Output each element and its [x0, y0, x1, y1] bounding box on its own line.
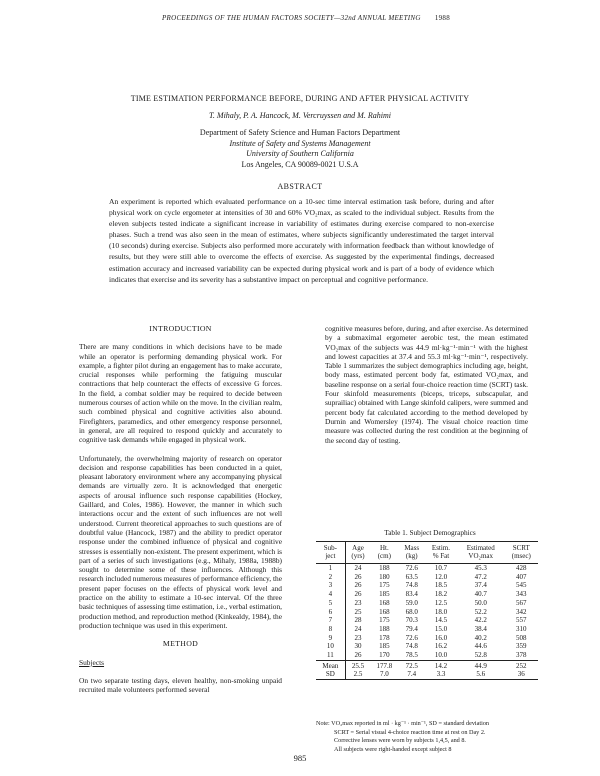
- table-cell: 170: [379, 651, 390, 660]
- table-cell: 72.6: [405, 633, 418, 642]
- table-cell: 252: [505, 660, 538, 670]
- table-row: [316, 608, 538, 617]
- table-cell: 26: [354, 581, 362, 590]
- table-cell: 180: [379, 572, 390, 581]
- table-cell: 25.5: [345, 660, 370, 670]
- table-note: Note: VO₂max reported in ml · kg⁻¹ · min⁻¹, SD = standard deviation: [316, 720, 490, 727]
- table-caption: Table 1. Subject Demographics: [384, 528, 476, 537]
- table-cell: 508: [516, 633, 527, 642]
- table-row: [316, 660, 538, 670]
- table-cell: 45.3: [474, 564, 487, 572]
- column-header: Estimated VO₂max: [457, 542, 505, 564]
- table-row: [316, 651, 538, 660]
- table-row: [316, 599, 538, 608]
- table-cell: 24: [354, 624, 362, 633]
- introduction-heading: INTRODUCTION: [149, 324, 212, 333]
- table-cell: 44.6: [474, 642, 487, 651]
- table-cell: 168: [379, 607, 390, 616]
- table-cell: 63.5: [405, 572, 418, 581]
- table-cell: SD: [316, 670, 345, 679]
- table-cell: 15.0: [434, 624, 448, 633]
- table-cell: 12.5: [434, 598, 448, 607]
- table-row: [316, 573, 538, 582]
- table-cell: 42.2: [474, 616, 487, 625]
- table-cell: 78.5: [405, 651, 418, 660]
- table-cell: 52.2: [474, 607, 487, 616]
- table-cell: 7.0: [370, 670, 398, 679]
- table-cell: 16.0: [434, 633, 448, 642]
- table-cell: 37.4: [474, 581, 487, 590]
- table-cell: 1: [316, 564, 345, 573]
- table-cell: 26: [354, 651, 362, 660]
- table-notes: [316, 720, 546, 754]
- abstract-text: An experiment is reported which evaluated performance on a 10-sec time interval estimation task before, during and after physical work on cycle ergometer at intensities of 30 and 60% VO₂max, as scaled to the individual subject. Results from the eleven subjects tested indicate a significant increase in variability of estimates during exercise compared to non-exercise phases. Such a trend was also seen in the mean of estimates, where subjects significantly underestimated the target interval (10 seconds) during exercise. Subjects also performed more accurately with information feedback than without knowledge of results, but they were still able to overcome the effects of exercise. As suggested by the experimental findings, decreased estimation accuracy and increased variability can be expected during physical work and is part of a body of evidence which indicates that exercise and its severity has a substantive impact on perceptual and cognitive performance.: [109, 197, 494, 284]
- affiliation: [60, 128, 540, 170]
- table-cell: 175: [379, 581, 390, 590]
- table-cell: Mean: [316, 660, 345, 670]
- method-heading: METHOD: [162, 639, 199, 649]
- page-number: 985: [293, 753, 307, 763]
- table-cell: 557: [516, 616, 527, 625]
- table-cell: 188: [379, 624, 390, 633]
- table-cell: 50.0: [474, 598, 487, 607]
- table-cell: 168: [379, 598, 390, 607]
- table-cell: 59.0: [405, 598, 418, 607]
- authors: T. Mihaly, P. A. Hancock, M. Vercruyssen and M. Rahimi: [209, 111, 391, 120]
- table-cell: 25: [354, 607, 362, 616]
- table-cell: 10.0: [434, 651, 448, 660]
- column-header: Sub- ject: [316, 542, 345, 564]
- table-row: [316, 670, 538, 679]
- table-cell: 2: [316, 573, 345, 582]
- table-cell: 428: [516, 564, 527, 572]
- table-cell: 10: [316, 642, 345, 651]
- intro-paragraph: Unfortunately, the overwhelming majority of research on operator decision and response capabilities has been conducted in a quiet, pleasant laboratory environment where any accompanying physical demands are virtually zero. It is acknowledged that energetic aspects of arousal influence such response capabilities (Hockey, Gaillard, and Coles, 1986). However, the manner in which such interactions occur and the extent of such influences are not well understood. Current theoretical approaches to such questions are of doubtful value (Hancock, 1987) and the ability to predict operator response under the combined influence of physical and cognitive stresses is essentially non-existent. The present experiment, which is part of a series of such investigations (e.g., Mihaly, 1988a, 1988b) sought to determine some of these influences. Although this research included numerous measures of performance efficiency, the present paper focuses on the effects of physical work level and practice on the ability to estimate a 10-sec interval. Of the three basic techniques of assessing time estimation, i.e., verbal estimation, production method, and reproduction method (Kinkealdy, 1984), the production technique was used in this experiment.: [79, 453, 282, 630]
- table-cell: 3.3: [425, 670, 457, 679]
- table-cell: 74.8: [405, 581, 418, 590]
- table-cell: 83.4: [405, 590, 418, 599]
- table-row: [316, 581, 538, 590]
- table-cell: 14.2: [425, 660, 457, 670]
- affiliation-line: Los Angeles, CA 90089-0021 U.S.A: [241, 159, 359, 169]
- left-column: [79, 324, 282, 694]
- table-row: [316, 634, 538, 643]
- table-cell: 18.5: [434, 581, 448, 590]
- table-cell: 7.4: [398, 670, 425, 679]
- table-cell: 185: [379, 590, 390, 599]
- table-cell: 18.0: [434, 607, 448, 616]
- abstract-heading: ABSTRACT: [277, 182, 323, 191]
- table-cell: 52.8: [474, 651, 487, 660]
- table-cell: 185: [379, 642, 390, 651]
- subjects-subheading: Subjects: [79, 657, 105, 667]
- table-cell: 178: [379, 633, 390, 642]
- table-cell: 188: [379, 564, 390, 572]
- table-cell: 4: [316, 590, 345, 599]
- table-cell: 40.2: [474, 633, 487, 642]
- table-cell: 68.0: [405, 607, 418, 616]
- table-cell: 177.8: [370, 660, 398, 670]
- table-cell: 44.9: [457, 660, 505, 670]
- subjects-paragraph: cognitive measures before, during, and after exercise. As determined by a submaximal ergometer aerobic test, the mean estimated VO₂max of the subjects was 44.9 ml·kg⁻¹·min⁻¹ with the highest and lowest capacities at 37.4 and 55.3 ml·kg⁻¹·min⁻¹, respectively. Table 1 summarizes the subject demographics including age, height, body mass, estimated percent body fat, estimated VO₂max, and baseline response on a serial four-choice reaction time (SCRT) task. Four skinfold measurements (biceps, triceps, subscapular, and suprailiac) obtained with Lange skinfold calipers, were summed and percent body fat calculated according to the method developed by Durnin and Womersley (1974). The visual choice reaction time measure was collected during the rest condition at the beginning of the second day of testing.: [325, 324, 528, 445]
- method-paragraph: On two separate testing days, eleven healthy, non-smoking unpaid recruited male volunteers performed several: [79, 675, 282, 695]
- table-cell: 3: [316, 581, 345, 590]
- table-cell: 567: [516, 598, 527, 607]
- table-cell: 26: [354, 572, 362, 581]
- table-cell: 8: [316, 625, 345, 634]
- column-header: Age (yrs): [345, 542, 370, 564]
- table-row: [316, 564, 538, 573]
- running-head: [96, 14, 516, 22]
- table-cell: 23: [354, 633, 362, 642]
- table-cell: 359: [516, 642, 527, 651]
- column-header: Ht. (cm): [370, 542, 398, 564]
- table-cell: 343: [516, 590, 527, 599]
- table-cell: 74.8: [405, 642, 418, 651]
- table-note: All subjects were right-handed except subject 8: [334, 745, 452, 753]
- table-cell: 12.0: [434, 572, 448, 581]
- table-cell: 72.6: [405, 564, 418, 572]
- table-cell: 7: [316, 616, 345, 625]
- right-column: [325, 324, 528, 445]
- running-head-text: PROCEEDINGS OF THE HUMAN FACTORS SOCIETY—32nd ANNUAL MEETING: [161, 14, 421, 22]
- intro-paragraph: There are many conditions in which decisions have to be made while an operator is performing demanding physical work. For example, a fighter pilot during an engagement has to make accurate, crucial responses while performing the fatiguing muscular contractions that help counteract the effects of excessive G forces. In the field, a combat soldier may be required to decide between numerous courses of action while on the move. In the civilian realm, such combined physical and cognitive activities also abound. Firefighters, paramedics, and other emergency response personnel, in general, are all required to respond quickly and accurately to cognitive task demands while engaged in physical work.: [79, 342, 282, 445]
- table-header-row: [316, 542, 538, 564]
- table-row: [316, 642, 538, 651]
- table-cell: 18.2: [434, 590, 448, 599]
- table-cell: 9: [316, 634, 345, 643]
- table-cell: 72.5: [398, 660, 425, 670]
- table-cell: 10.7: [434, 564, 448, 572]
- column-header: Mass (kg): [398, 542, 425, 564]
- table-cell: 407: [516, 572, 527, 581]
- paper-title: TIME ESTIMATION PERFORMANCE BEFORE, DURING AND AFTER PHYSICAL ACTIVITY: [130, 94, 470, 103]
- table-cell: 24: [354, 564, 362, 572]
- table-cell: 6: [316, 608, 345, 617]
- table-cell: 79.4: [405, 624, 418, 633]
- table-cell: 175: [379, 616, 390, 625]
- table-cell: 11: [316, 651, 345, 660]
- table-body: [316, 564, 538, 680]
- table-cell: 28: [354, 616, 362, 625]
- table-cell: 378: [516, 651, 527, 660]
- table-cell: 40.7: [474, 590, 487, 599]
- table-cell: 5: [316, 599, 345, 608]
- table-cell: 545: [516, 581, 527, 590]
- table-cell: 47.2: [474, 572, 487, 581]
- table-note: SCRT = Serial visual 4-choice reaction time at rest on Day 2.: [334, 728, 486, 736]
- table-row: [316, 590, 538, 599]
- table-cell: 26: [354, 590, 362, 599]
- table-cell: 70.3: [405, 616, 418, 625]
- column-header: SCRT (msec): [505, 542, 538, 564]
- table-cell: 14.5: [434, 616, 448, 625]
- table-cell: 16.2: [434, 642, 448, 651]
- table-cell: 5.6: [457, 670, 505, 679]
- table-note: Corrective lenses were worn by subjects 1,4,5, and 8.: [334, 737, 466, 745]
- table-row: [316, 616, 538, 625]
- table-cell: 38.4: [474, 624, 487, 633]
- table-cell: 310: [516, 624, 527, 633]
- column-header: Estim. % Fat: [425, 542, 457, 564]
- affiliation-line: Institute of Safety and Systems Management: [229, 138, 371, 148]
- table-row: [316, 625, 538, 634]
- table-cell: 36: [505, 670, 538, 679]
- table-cell: 342: [516, 607, 527, 616]
- affiliation-line: Department of Safety Science and Human Factors Department: [199, 128, 401, 137]
- table-cell: 23: [354, 598, 362, 607]
- affiliation-line: University of Southern California: [246, 149, 354, 158]
- table-cell: 30: [354, 642, 362, 651]
- table-cell: 2.5: [345, 670, 370, 679]
- demographics-table: [316, 541, 538, 680]
- running-head-year: 1988: [434, 14, 451, 22]
